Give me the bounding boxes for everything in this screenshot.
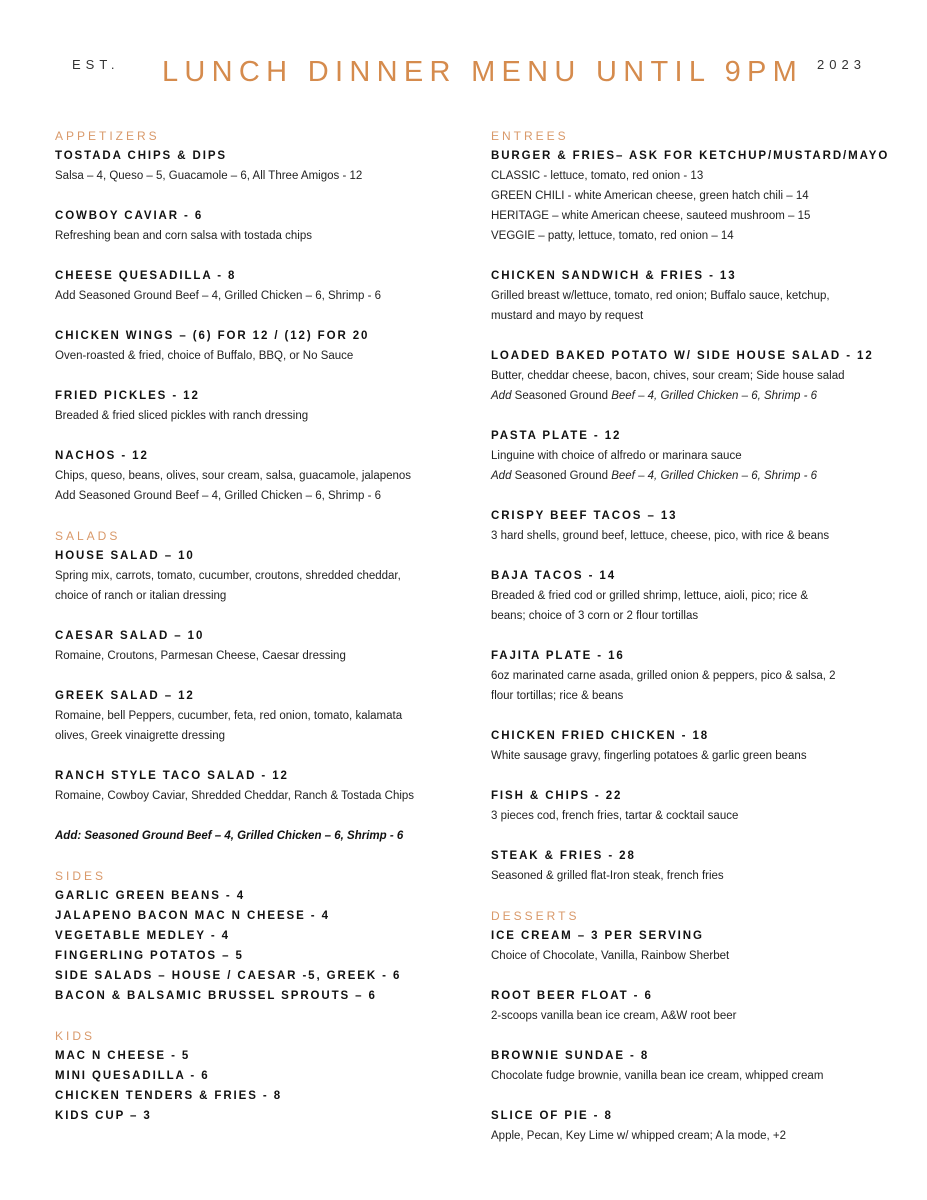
spacer [55, 666, 455, 686]
addon-rest: Beef – 4, Grilled Chicken – 6, Shrimp - 6 [611, 390, 818, 402]
menu-item [491, 146, 891, 246]
spacer [491, 706, 891, 726]
menu-item [491, 426, 891, 486]
addon-prefix: Add [491, 470, 512, 482]
sides-list [55, 886, 455, 1006]
spacer [491, 246, 891, 266]
menu-item-name: FISH & CHIPS - 22 [491, 790, 623, 802]
menu-item-description: Romaine, Cowboy Caviar, Shredded Cheddar, Ranch & Tostada Chips [55, 790, 415, 802]
menu-item-name: VEGETABLE MEDLEY - 4 [55, 930, 230, 942]
menu-item [491, 646, 891, 706]
menu-item-name: HOUSE SALAD – 10 [55, 550, 195, 562]
menu-item-description: Linguine with choice of alfredo or marinara sauce [491, 450, 742, 462]
menu-item-description: VEGGIE – patty, lettuce, tomato, red onion – 14 [491, 230, 734, 242]
menu-item-description: Apple, Pecan, Key Lime w/ whipped cream; A la mode, +2 [491, 1130, 787, 1142]
year-label: 2023 [817, 57, 866, 72]
menu-item-name: CHICKEN SANDWICH & FRIES - 13 [491, 270, 737, 282]
menu-item-name: CHICKEN TENDERS & FRIES - 8 [55, 1090, 283, 1102]
spacer [491, 966, 891, 986]
menu-item-name: MAC N CHEESE - 5 [55, 1050, 191, 1062]
est-label: EST. [72, 57, 120, 72]
menu-item-description: olives, Greek vinaigrette dressing [55, 730, 226, 742]
section-heading-sides: SIDES [55, 869, 107, 883]
appetizers-list [55, 146, 455, 526]
addon-prefix: Add [491, 390, 512, 402]
menu-item [491, 726, 891, 766]
menu-item-name: CHEESE QUESADILLA - 8 [55, 270, 237, 282]
spacer [491, 886, 891, 906]
salads-add-note: Add: Seasoned Ground Beef – 4, Grilled Chicken – 6, Shrimp - 6 [55, 830, 404, 842]
menu-item [55, 326, 455, 366]
menu-item-name: GARLIC GREEN BEANS - 4 [55, 890, 246, 902]
menu-item-description: 6oz marinated carne asada, grilled onion & peppers, pico & salsa, 2 [491, 670, 836, 682]
menu-item-description: GREEN CHILI - white American cheese, green hatch chili – 14 [491, 190, 809, 202]
spacer [55, 366, 455, 386]
menu-item-name: RANCH STYLE TACO SALAD - 12 [55, 770, 289, 782]
menu-item-name: BURGER & FRIES– ASK FOR KETCHUP/MUSTARD/MAYO [491, 150, 890, 162]
menu-item-name: NACHOS - 12 [55, 450, 149, 462]
kids-list [55, 1046, 455, 1126]
spacer [55, 246, 455, 266]
menu-item-name: PASTA PLATE - 12 [491, 430, 622, 442]
menu-item-name: CHICKEN WINGS – (6) FOR 12 / (12) FOR 20 [55, 330, 370, 342]
menu-item-description: Add Seasoned Ground Beef – 4, Grilled Chicken – 6, Shrimp - 6 [55, 290, 382, 302]
spacer [491, 766, 891, 786]
menu-item-name: COWBOY CAVIAR - 6 [55, 210, 204, 222]
menu-item [491, 786, 891, 826]
menu-item-name: FAJITA PLATE - 16 [491, 650, 625, 662]
menu-item-name: BACON & BALSAMIC BRUSSEL SPROUTS – 6 [55, 990, 377, 1002]
spacer [55, 746, 455, 766]
spacer [55, 426, 455, 446]
menu-item [491, 846, 891, 886]
menu-title: LUNCH DINNER MENU UNTIL 9PM [162, 56, 804, 88]
spacer [491, 546, 891, 566]
menu-item-name: ROOT BEER FLOAT - 6 [491, 990, 653, 1002]
menu-item-name: BROWNIE SUNDAE - 8 [491, 1050, 650, 1062]
menu-item-addon [491, 386, 891, 406]
menu-item-description: Chocolate fudge brownie, vanilla bean ice cream, whipped cream [491, 1070, 824, 1082]
section-heading-entrees: ENTREES [491, 129, 569, 143]
menu-item-description: 3 pieces cod, french fries, tartar & cocktail sauce [491, 810, 739, 822]
menu-item-description: Breaded & fried cod or grilled shrimp, lettuce, aioli, pico; rice & [491, 590, 809, 602]
menu-item-name: BAJA TACOS - 14 [491, 570, 616, 582]
menu-item [491, 506, 891, 546]
menu-item-name: CAESAR SALAD – 10 [55, 630, 205, 642]
menu-item-name: JALAPENO BACON MAC N CHEESE - 4 [55, 910, 330, 922]
section-heading-kids: KIDS [55, 1029, 96, 1043]
menu-item-description: HERITAGE – white American cheese, sauteed mushroom – 15 [491, 210, 811, 222]
spacer [55, 306, 455, 326]
menu-item [55, 206, 455, 246]
spacer [55, 186, 455, 206]
menu-item [491, 566, 891, 626]
menu-item [55, 546, 455, 606]
menu-item-name: CRISPY BEEF TACOS – 13 [491, 510, 678, 522]
menu-item-description: flour tortillas; rice & beans [491, 690, 624, 702]
section-heading-salads: SALADS [55, 529, 121, 543]
menu-item [55, 146, 455, 186]
menu-item [55, 386, 455, 426]
menu-item-description: CLASSIC - lettuce, tomato, red onion - 13 [491, 170, 704, 182]
addon-rest: Beef – 4, Grilled Chicken – 6, Shrimp - 6 [611, 470, 818, 482]
menu-item-description: beans; choice of 3 corn or 2 flour tortillas [491, 610, 699, 622]
menu-item-addon [491, 466, 891, 486]
menu-item [491, 986, 891, 1026]
menu-item [491, 266, 891, 326]
menu-item [491, 1106, 891, 1146]
menu-item-description: choice of ranch or italian dressing [55, 590, 227, 602]
menu-item-name: GREEK SALAD – 12 [55, 690, 195, 702]
menu-item-name: LOADED BAKED POTATO W/ SIDE HOUSE SALAD - 12 [491, 350, 874, 362]
spacer [55, 606, 455, 626]
section-heading-desserts: DESSERTS [491, 909, 580, 923]
menu-item-description: Spring mix, carrots, tomato, cucumber, croutons, shredded cheddar, [55, 570, 401, 582]
left-column [55, 126, 455, 1126]
right-column [491, 126, 891, 1146]
menu-item [55, 266, 455, 306]
menu-item [491, 926, 891, 966]
addon-mid: Seasoned Ground [511, 390, 612, 402]
entrees-list [491, 146, 891, 906]
menu-item-description: Seasoned & grilled flat-Iron steak, french fries [491, 870, 724, 882]
menu-item-description: Chips, queso, beans, olives, sour cream, salsa, guacamole, jalapenos [55, 470, 412, 482]
menu-item-description: Romaine, bell Peppers, cucumber, feta, red onion, tomato, kalamata [55, 710, 403, 722]
menu-item-description: mustard and mayo by request [491, 310, 644, 322]
menu-item [55, 766, 455, 806]
menu-item-description: 3 hard shells, ground beef, lettuce, cheese, pico, with rice & beans [491, 530, 830, 542]
menu-item-name: KIDS CUP – 3 [55, 1110, 152, 1122]
spacer [491, 1026, 891, 1046]
menu-item-description: Grilled breast w/lettuce, tomato, red onion; Buffalo sauce, ketchup, [491, 290, 830, 302]
spacer [491, 406, 891, 426]
spacer [491, 826, 891, 846]
menu-item-name: TOSTADA CHIPS & DIPS [55, 150, 227, 162]
menu-item-description: Add Seasoned Ground Beef – 4, Grilled Chicken – 6, Shrimp - 6 [55, 490, 382, 502]
menu-item-name: CHICKEN FRIED CHICKEN - 18 [491, 730, 710, 742]
menu-item [491, 1046, 891, 1086]
menu-item-name: FRIED PICKLES - 12 [55, 390, 200, 402]
section-heading-appetizers: APPETIZERS [55, 129, 160, 143]
spacer [491, 326, 891, 346]
menu-item-name: ICE CREAM – 3 PER SERVING [491, 930, 704, 942]
menu-item-name: STEAK & FRIES - 28 [491, 850, 636, 862]
menu-item-description: Refreshing bean and corn salsa with tostada chips [55, 230, 312, 242]
menu-item-name: FINGERLING POTATOS – 5 [55, 950, 244, 962]
addon-mid: Seasoned Ground [511, 470, 612, 482]
menu-item [491, 346, 891, 406]
spacer [55, 506, 455, 526]
salads-list [55, 546, 455, 826]
spacer [491, 626, 891, 646]
menu-item-description: Breaded & fried sliced pickles with ranch dressing [55, 410, 309, 422]
spacer [55, 806, 455, 826]
menu-item-description: Salsa – 4, Queso – 5, Guacamole – 6, All Three Amigos - 12 [55, 170, 363, 182]
menu-item-description: Butter, cheddar cheese, bacon, chives, sour cream; Side house salad [491, 370, 845, 382]
menu-item [55, 446, 455, 506]
menu-item-description: Choice of Chocolate, Vanilla, Rainbow Sherbet [491, 950, 730, 962]
desserts-list [491, 926, 891, 1146]
spacer [491, 486, 891, 506]
menu-item [55, 686, 455, 746]
menu-item-description: Oven-roasted & fried, choice of Buffalo, BBQ, or No Sauce [55, 350, 354, 362]
menu-item-description: Romaine, Croutons, Parmesan Cheese, Caesar dressing [55, 650, 346, 662]
menu-item-name: SIDE SALADS – HOUSE / CAESAR -5, GREEK - 6 [55, 970, 402, 982]
menu-item-description: 2-scoops vanilla bean ice cream, A&W root beer [491, 1010, 737, 1022]
menu-item-name: MINI QUESADILLA - 6 [55, 1070, 210, 1082]
menu-item [55, 626, 455, 666]
spacer [491, 1086, 891, 1106]
menu-item-name: SLICE OF PIE - 8 [491, 1110, 613, 1122]
menu-item-description: White sausage gravy, fingerling potatoes & garlic green beans [491, 750, 807, 762]
